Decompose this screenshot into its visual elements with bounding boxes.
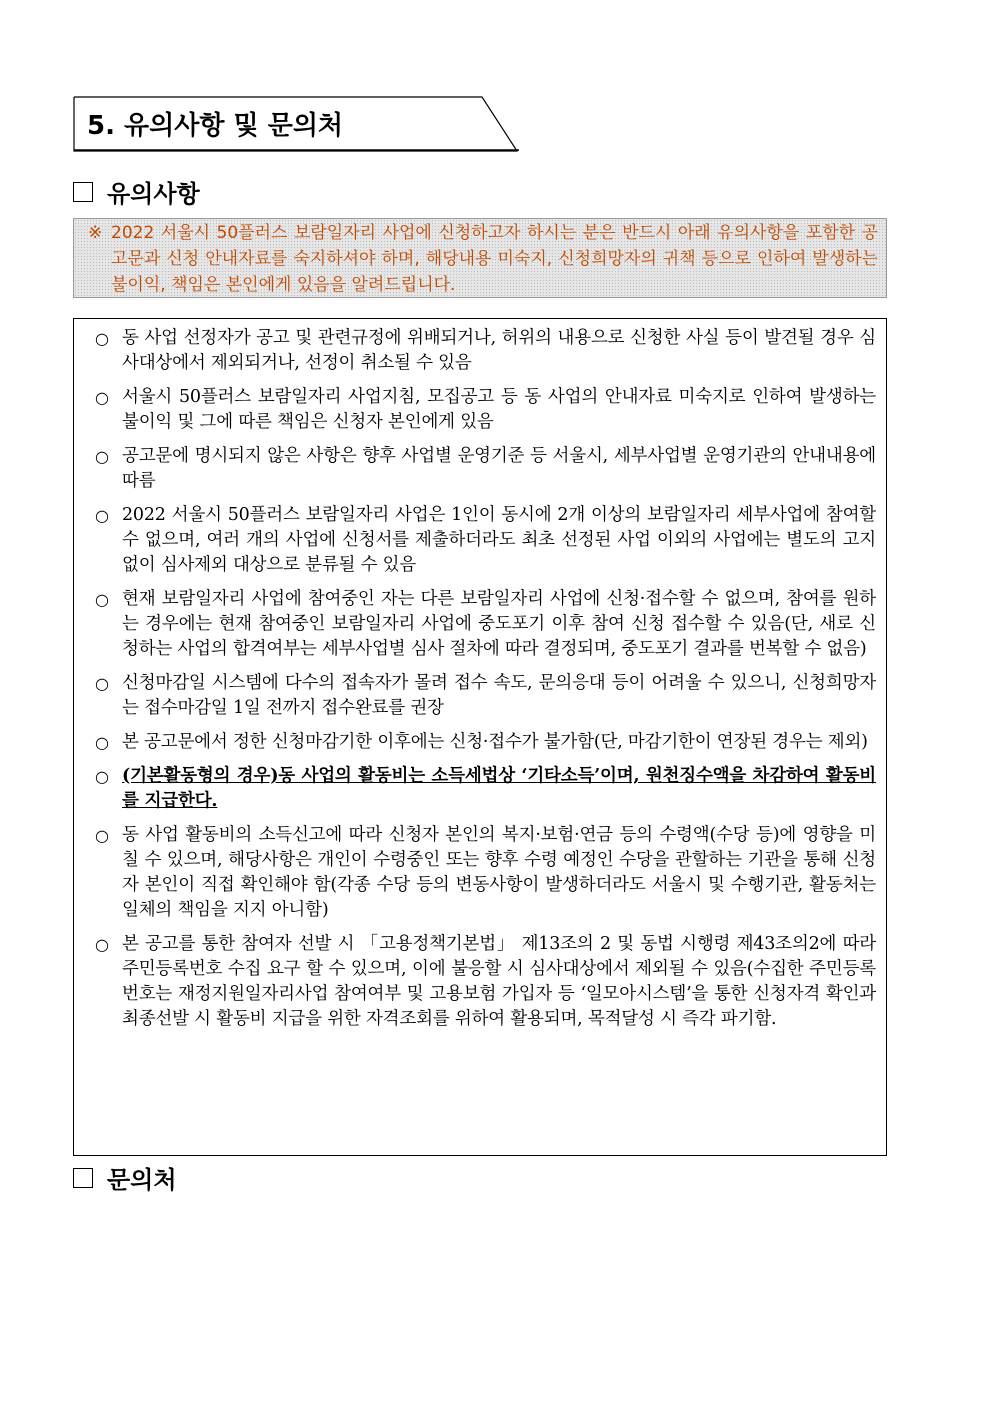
circle-bullet-icon: ○ — [95, 826, 109, 845]
list-item-text: 본 공고문에서 정한 신청마감기한 이후에는 신청·접수가 불가함(단, 마감기한이 연장된 경우는 제외) — [122, 732, 868, 752]
notice-text: 2022 서울시 50플러스 보람일자리 사업에 신청하고자 하시는 분은 반드시 아래 유의사항을 포함한 공고문과 신청 안내자료를 숙지하셔야 하며, 해당내용 미숙지, 신청희망자의 귀책 등으로 인하여 발생하는 불이익, 책임은 본인에게 있음을 알려드립니다. — [111, 223, 878, 295]
list-item — [92, 671, 876, 721]
circle-bullet-icon: ○ — [95, 506, 109, 525]
section-title: 5. 유의사항 및 문의처 — [87, 111, 344, 141]
caution-list — [73, 318, 887, 1156]
list-item-text: 2022 서울시 50플러스 보람일자리 사업은 1인이 동시에 2개 이상의 보람일자리 세부사업에 참여할 수 없으며, 여러 개의 사업에 신청서를 제출하더라도 최초 선정된 사업 이외의 사업에는 별도의 고지 없이 심사제외 대상으로 분류될 수 있음 — [122, 505, 876, 575]
list-item — [92, 503, 876, 578]
list-item — [92, 385, 876, 435]
list-item — [92, 444, 876, 494]
subheading-cautions — [73, 174, 200, 209]
list-item — [92, 932, 876, 1032]
section-header — [73, 96, 519, 152]
list-item — [92, 587, 876, 662]
circle-bullet-icon: ○ — [95, 674, 109, 693]
checkbox-square-icon — [73, 182, 93, 202]
list-item-text: 동 사업 활동비의 소득신고에 따라 신청자 본인의 복지·보험·연금 등의 수령액(수당 등)에 영향을 미칠 수 있으며, 해당사항은 개인이 수령중인 또는 향후 수령 예정인 수당을 관할하는 기관을 통해 신청자 본인이 직접 확인해야 함(각종 수당 등의 변동사항이 발생하더라도 서울시 및 수행기관, 활동처는 일체의 책임을 지지 아니함) — [122, 825, 876, 920]
circle-bullet-icon: ○ — [95, 329, 109, 348]
circle-bullet-icon: ○ — [95, 935, 109, 954]
list-item-text: 현재 보람일자리 사업에 참여중인 자는 다른 보람일자리 사업에 신청·접수할 수 없으며, 참여를 원하는 경우에는 현재 참여중인 보람일자리 사업에 중도포기 이후 참여 신청 접수할 수 있음(단, 새로 신청하는 사업의 합격여부는 세부사업별 심사 절차에 따라 결정되며, 중도포기 결과를 번복할 수 없음) — [122, 589, 876, 659]
subheading-contact-label: 문의처 — [107, 1166, 177, 1194]
circle-bullet-icon: ○ — [95, 388, 109, 407]
list-item-text: 서울시 50플러스 보람일자리 사업지침, 모집공고 등 동 사업의 안내자료 미숙지로 인하여 발생하는 불이익 및 그에 따른 책임은 신청자 본인에게 있음 — [122, 387, 876, 432]
circle-bullet-icon: ○ — [95, 590, 109, 609]
list-item — [92, 730, 876, 755]
notice-box — [73, 218, 887, 298]
circle-bullet-icon: ○ — [95, 733, 109, 752]
list-item-text: 본 공고를 통한 참여자 선발 시 「고용정책기본법」 제13조의 2 및 동법 시행령 제43조의2에 따라 주민등록번호 수집 요구 할 수 있으며, 이에 불응할 시 심사대상에서 제외될 수 있음(수집한 주민등록번호는 재정지원일자리사업 참여여부 및 고용보험 가입자 등 ‘일모아시스템’을 통한 신청자격 확인과 최종선발 시 활동비 지급을 위한 자격조회를 위하여 활용되며, 목적달성 시 즉각 파기함. — [122, 934, 876, 1029]
checkbox-square-icon — [73, 1168, 93, 1188]
list-item-emphasized — [92, 764, 876, 814]
list-item-text: 신청마감일 시스템에 다수의 접속자가 몰려 접수 속도, 문의응대 등이 어려울 수 있으니, 신청희망자는 접수마감일 1일 전까지 접수완료를 권장 — [122, 673, 876, 718]
subheading-contact — [73, 1160, 177, 1195]
list-item-text: 공고문에 명시되지 않은 사항은 향후 사업별 운영기준 등 서울시, 세부사업별 운영기관의 안내내용에 따름 — [122, 446, 876, 491]
list-item-text: (기본활동형의 경우)동 사업의 활동비는 소득세법상 ‘기타소득’이며, 원천징수액을 차감하여 활동비를 지급한다. — [122, 766, 876, 811]
list-item-text: 동 사업 선정자가 공고 및 관련규정에 위배되거나, 허위의 내용으로 신청한 사실 등이 발견될 경우 심사대상에서 제외되거나, 선정이 취소될 수 있음 — [122, 328, 876, 373]
reference-mark-icon: ※ — [88, 223, 103, 243]
list-item — [92, 823, 876, 923]
circle-bullet-icon: ○ — [95, 447, 109, 466]
circle-bullet-icon: ○ — [95, 767, 109, 786]
list-item — [92, 326, 876, 376]
subheading-cautions-label: 유의사항 — [107, 180, 200, 208]
